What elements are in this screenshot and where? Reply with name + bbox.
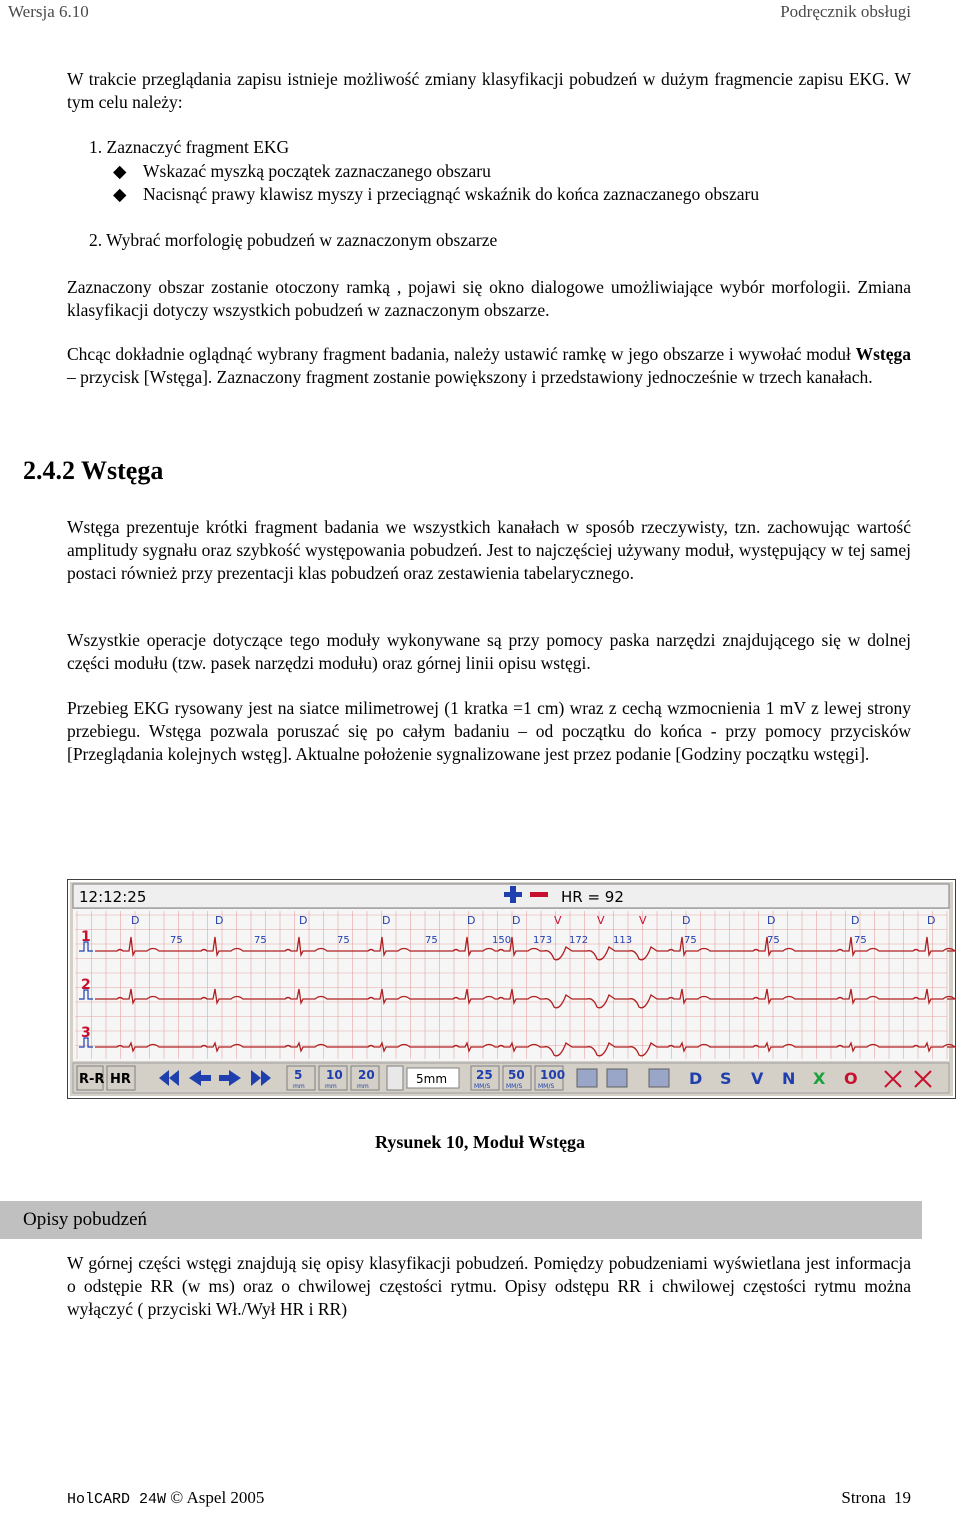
scale-stepper[interactable] xyxy=(387,1066,403,1090)
beat-label: V xyxy=(597,914,605,927)
speed-value: 100 xyxy=(540,1068,566,1082)
copyright: © Aspel 2005 xyxy=(170,1488,265,1507)
class-letter-button[interactable]: O xyxy=(844,1069,858,1088)
rr-value: 172 xyxy=(569,935,589,946)
speaker-left-icon[interactable] xyxy=(577,1069,597,1087)
bullet-1-text: Wskazać myszką początek zaznaczanego obszaru xyxy=(143,161,491,181)
beat-label: D xyxy=(382,914,391,927)
header-version: Wersja 6.10 xyxy=(8,2,89,21)
strip-time: 12:12:25 xyxy=(79,888,147,906)
beat-label: V xyxy=(554,914,562,927)
speed-value: 50 xyxy=(508,1068,525,1082)
speed-unit: MM/S xyxy=(538,1083,555,1090)
footer-left xyxy=(67,1488,264,1508)
rr-toggle-label: R-R xyxy=(79,1072,105,1087)
beat-label: D xyxy=(682,914,691,927)
gain-value: 10 xyxy=(326,1068,343,1082)
bullet-2-text: Nacisnąć prawy klawisz myszy i przeciągnąć wskaźnik do końca zaznaczanego obszaru xyxy=(143,184,760,204)
bullet-icon: ◆ xyxy=(113,184,127,204)
speed-value: 25 xyxy=(476,1068,493,1082)
header-title: Podręcznik obsługi xyxy=(780,2,911,21)
description-paragraph: W górnej części wstęgi znajdują się opisy klasyfikacji pobudzeń. Pomiędzy pobudzeniami wyświetlana jest informacja o odstępie RR (w ms) oraz o chwilowej częstości rytmu. Opisy odstępu RR i chwilowej częstości rytmu można wyłączyć ( przyciski Wł./Wył HR i RR) xyxy=(67,1253,911,1319)
bullet-1 xyxy=(113,161,491,182)
class-letter-button[interactable]: D xyxy=(689,1069,703,1088)
class-letter-button[interactable]: X xyxy=(813,1069,826,1088)
beat-label: D xyxy=(512,914,521,927)
ecg-strip-figure xyxy=(67,879,956,1099)
section-paragraph-2: Wszystkie operacje dotyczące tego moduły wykonywane są przy pomocy paska narzędzi znajdującego się w dolnej części modułu (tzw. pasek narzędzi modułu) oraz górnej linii opisu wstęgi. xyxy=(67,630,911,673)
gain-unit: mm xyxy=(293,1083,305,1090)
beat-label: V xyxy=(639,914,647,927)
footer-right xyxy=(841,1488,911,1508)
ecg-strip-svg xyxy=(67,879,956,1099)
product-name: HolCARD 24W xyxy=(67,1491,167,1508)
zoom-text-a: Chcąc dokładnie oglądnąć wybrany fragment badania, należy ustawić ramkę w jego obszarze i wywołać moduł xyxy=(67,344,856,364)
rr-value: 75 xyxy=(854,935,867,946)
beat-label: D xyxy=(851,914,860,927)
rr-value: 75 xyxy=(254,935,267,946)
beat-label: D xyxy=(131,914,140,927)
rr-value: 75 xyxy=(337,935,350,946)
rr-value: 75 xyxy=(425,935,438,946)
class-letter-button[interactable]: V xyxy=(751,1069,764,1088)
subsection-title: Opisy pobudzeń xyxy=(23,1209,148,1230)
beat-label: D xyxy=(467,914,476,927)
page-number: 19 xyxy=(894,1488,911,1507)
beat-label: D xyxy=(927,914,936,927)
step-2: 2. Wybrać morfologię pobudzeń w zaznaczonym obszarze xyxy=(89,230,498,250)
class-letter-button[interactable]: S xyxy=(720,1069,732,1088)
class-letter-button[interactable]: N xyxy=(782,1069,796,1088)
rr-value: 75 xyxy=(684,935,697,946)
gain-value: 5 xyxy=(294,1068,303,1082)
figure-caption: Rysunek 10, Moduł Wstęga xyxy=(374,1132,586,1152)
rr-value: 75 xyxy=(170,935,183,946)
page-label: Strona xyxy=(841,1488,886,1507)
zoom-out-icon[interactable] xyxy=(530,892,548,897)
speed-unit: MM/S xyxy=(474,1083,491,1090)
channel-number: 3 xyxy=(81,1025,91,1041)
selection-paragraph: Zaznaczony obszar zostanie otoczony ramką , pojawi się okno dialogowe umożliwiające wybór morfologii. Zmiana klasyfikacji dotyczy wszystkich pobudzeń w zaznaczonym obszarze. xyxy=(67,277,911,320)
speed-unit: MM/S xyxy=(506,1083,523,1090)
rr-value: 113 xyxy=(613,935,633,946)
gain-value: 20 xyxy=(358,1068,375,1082)
zoom-paragraph xyxy=(67,343,911,389)
bullet-icon: ◆ xyxy=(113,161,127,181)
beat-label: D xyxy=(299,914,308,927)
gain-unit: mm xyxy=(357,1083,369,1090)
gain-unit: mm xyxy=(325,1083,337,1090)
zoom-text-c: – przycisk [Wstęga]. Zaznaczony fragment zostanie powiększony i przedstawiony jednocześnie w trzech kanałach. xyxy=(67,367,873,387)
scale-value: 5mm xyxy=(416,1072,448,1086)
beat-label: D xyxy=(767,914,776,927)
speaker-right-icon[interactable] xyxy=(607,1069,627,1087)
subsection-banner xyxy=(0,1201,922,1239)
rr-value: 75 xyxy=(767,935,780,946)
zoom-text-bold: Wstęga xyxy=(855,344,911,364)
step-1: 1. Zaznaczyć fragment EKG xyxy=(89,137,290,157)
hr-toggle-label: HR xyxy=(110,1072,131,1087)
intro-paragraph: W trakcie przeglądania zapisu istnieje możliwość zmiany klasyfikacji pobudzeń w dużym fragmencie zapisu EKG. W tym celu należy: xyxy=(67,69,911,112)
print-icon[interactable] xyxy=(649,1069,669,1087)
channel-number: 2 xyxy=(81,977,91,993)
section-paragraph-1: Wstęga prezentuje krótki fragment badania we wszystkich kanałach w sposób rzeczywisty, tzn. zachowując wartość amplitudy sygnału oraz szybkość występowania pobudzeń. Jest to najczęściej używany moduł, występujący w tej samej postaci również przy prezentacji klas pobudzeń oraz zestawienia tabelarycznego. xyxy=(67,517,911,583)
bullet-2 xyxy=(113,184,759,205)
heart-rate: HR = 92 xyxy=(561,888,624,906)
channel-number: 1 xyxy=(81,929,91,945)
section-paragraph-3: Przebieg EKG rysowany jest na siatce milimetrowej (1 kratka =1 cm) wraz z cechą wzmocnienia 1 mV z lewej strony przebiegu. Wstęga pozwala poruszać się po całym badaniu – od początku do końca - przy pomocy przycisków [Przeglądania kolejnych wstęg]. Aktualne położenie sygnalizowane jest przez podanie [Godziny początku wstęgi]. xyxy=(67,698,911,764)
section-title: 2.4.2 Wstęga xyxy=(23,456,164,485)
rr-value: 150 xyxy=(492,935,512,946)
beat-label: D xyxy=(215,914,224,927)
rr-value: 173 xyxy=(533,935,553,946)
